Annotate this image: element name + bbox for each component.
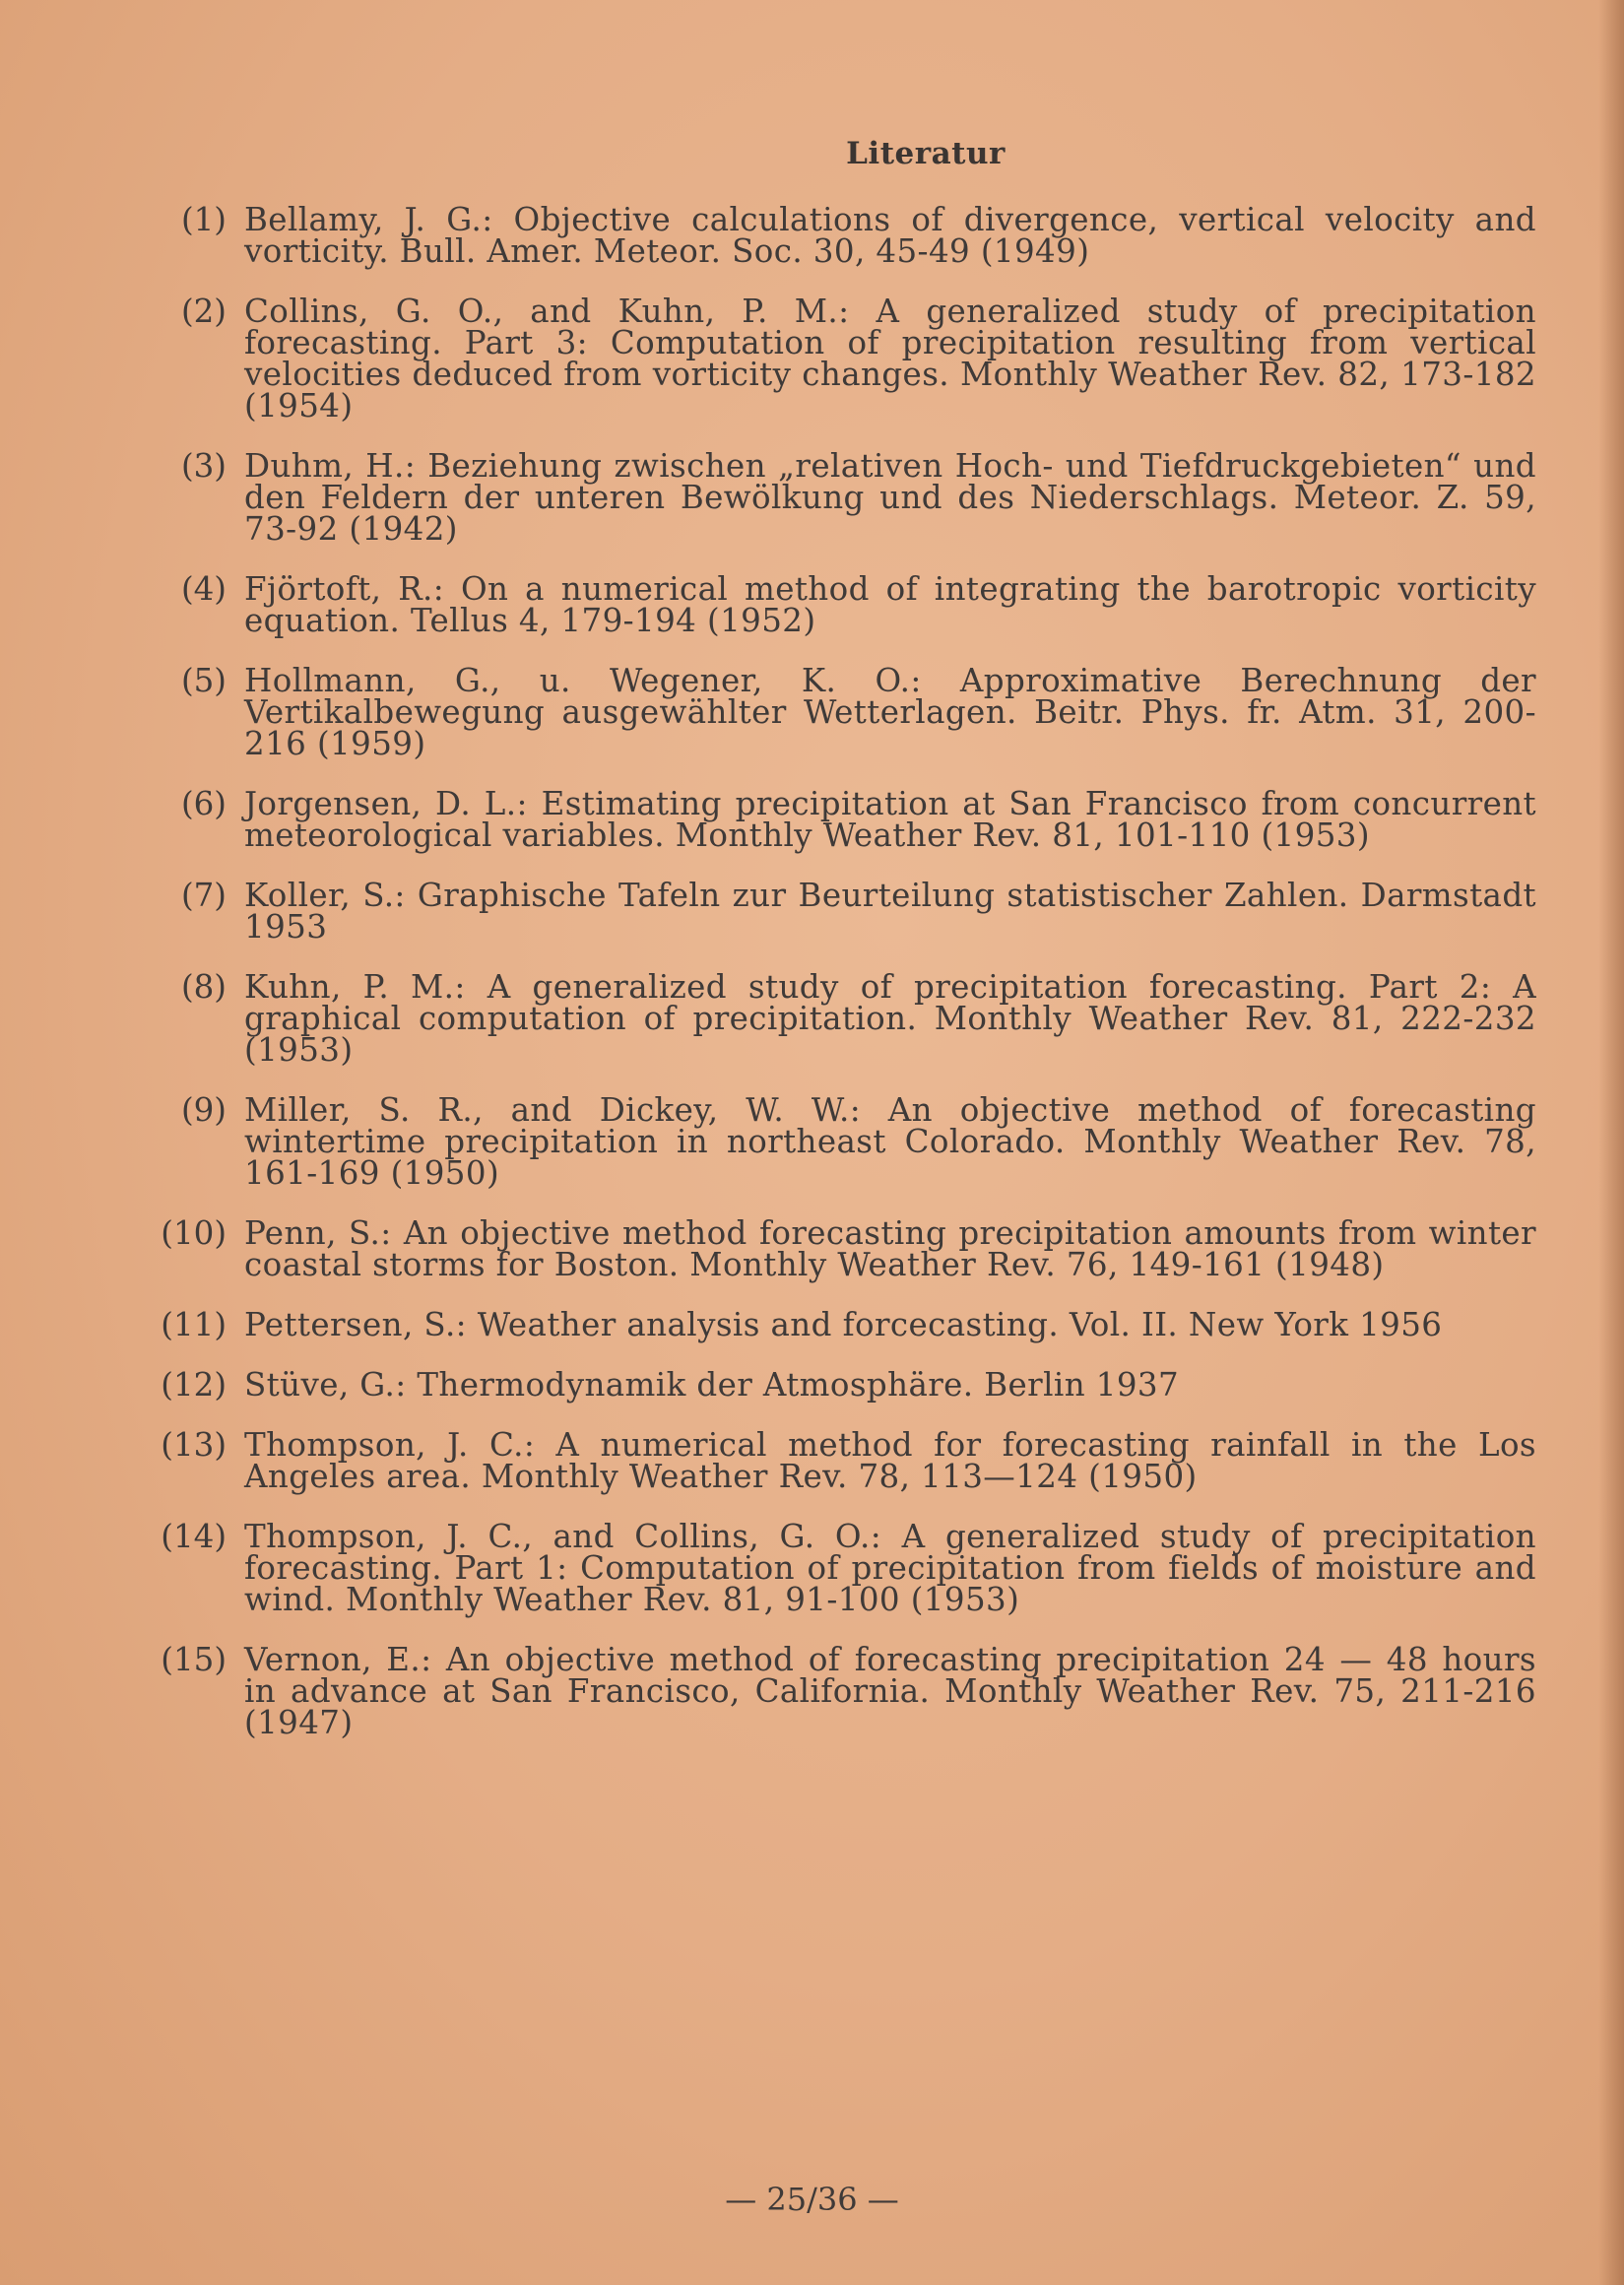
reference-item <box>158 1091 1536 1192</box>
reference-text: Thompson, J. C., and Collins, G. O.: A generalized study of precipitation forecasting. Part 1: Computation of precipitation from fields of moisture and wind. Monthly Weather Rev. 81, 91-100 (1953) <box>244 1518 1536 1618</box>
reference-item <box>158 662 1536 762</box>
reference-number: (4) <box>180 570 227 608</box>
reference-item <box>158 1641 1536 1741</box>
reference-text: Miller, S. R., and Dickey, W. W.: An objective method of forecasting wintertime precipitation in northeast Colorado. Monthly Weather Rev. 78, 161-169 (1950) <box>244 1091 1536 1192</box>
reference-text: Jorgensen, D. L.: Estimating precipitation at San Francisco from concurrent meteorological variables. Monthly Weather Rev. 81, 101-110 (1953) <box>244 785 1536 854</box>
reference-item <box>158 1366 1536 1404</box>
reference-item <box>158 1518 1536 1618</box>
reference-text: Pettersen, S.: Weather analysis and forcecasting. Vol. II. New York 1956 <box>244 1306 1443 1343</box>
reference-number: (7) <box>180 877 227 914</box>
reference-item <box>158 1426 1536 1495</box>
reference-number: (5) <box>180 662 227 699</box>
reference-item <box>158 968 1536 1069</box>
section-title: Literatur <box>846 136 1006 171</box>
reference-text: Bellamy, J. G.: Objective calculations of divergence, vertical velocity and vorticity. Bull. Amer. Meteor. Soc. 30, 45-49 (1949) <box>244 201 1536 270</box>
page-edge-shadow <box>1598 0 1624 2285</box>
reference-item <box>158 295 1536 422</box>
reference-number: (12) <box>161 1366 227 1404</box>
reference-number: (6) <box>180 785 227 822</box>
reference-list <box>158 201 1536 1767</box>
reference-text: Hollmann, G., u. Wegener, K. O.: Approximative Berechnung der Vertikalbewegung ausgewählter Wetterlagen. Beitr. Phys. fr. Atm. 31, 200-216 (1959) <box>244 662 1536 762</box>
reference-number: (11) <box>161 1306 227 1343</box>
reference-item <box>158 201 1536 270</box>
reference-number: (1) <box>180 201 227 238</box>
reference-item <box>158 785 1536 854</box>
page-number: — 25/36 — <box>725 2181 899 2218</box>
reference-number: (15) <box>161 1641 227 1678</box>
reference-text: Stüve, G.: Thermodynamik der Atmosphäre. Berlin 1937 <box>244 1366 1180 1404</box>
reference-text: Vernon, E.: An objective method of forecasting precipitation 24 — 48 hours in advance at San Francisco, California. Monthly Weather Rev. 75, 211-216 (1947) <box>244 1641 1536 1741</box>
reference-text: Kuhn, P. M.: A generalized study of precipitation forecasting. Part 2: A graphical computation of precipitation. Monthly Weather Rev. 81, 222-232 (1953) <box>244 968 1536 1069</box>
reference-text: Collins, G. O., and Kuhn, P. M.: A generalized study of precipitation forecasting. Part 3: Computation of precipitation resulting from vertical velocities deduced from vorticity changes. Monthly Weather Rev. 82, 173-182 (1954) <box>244 293 1536 424</box>
reference-text: Koller, S.: Graphische Tafeln zur Beurteilung statistischer Zahlen. Darmstadt 1953 <box>244 877 1536 946</box>
reference-number: (2) <box>180 293 227 330</box>
reference-number: (3) <box>180 447 227 485</box>
reference-text: Thompson, J. C.: A numerical method for forecasting rainfall in the Los Angeles area. Monthly Weather Rev. 78, 113—124 (1950) <box>244 1426 1536 1495</box>
reference-number: (14) <box>161 1518 227 1555</box>
reference-number: (9) <box>180 1091 227 1129</box>
reference-text: Duhm, H.: Beziehung zwischen „relativen Hoch- und Tiefdruckgebieten“ und den Feldern der unteren Bewölkung und des Niederschlags. Meteor. Z. 59, 73-92 (1942) <box>244 447 1536 548</box>
reference-item <box>158 570 1536 639</box>
reference-number: (10) <box>161 1214 227 1252</box>
reference-text: Fjörtoft, R.: On a numerical method of integrating the barotropic vorticity equation. Tellus 4, 179-194 (1952) <box>244 570 1536 639</box>
reference-number: (8) <box>180 968 227 1006</box>
reference-item <box>158 877 1536 946</box>
reference-number: (13) <box>161 1426 227 1464</box>
reference-item <box>158 1214 1536 1283</box>
reference-text: Penn, S.: An objective method forecasting precipitation amounts from winter coastal storms for Boston. Monthly Weather Rev. 76, 149-161 (1948) <box>244 1214 1536 1283</box>
reference-item <box>158 447 1536 548</box>
reference-item <box>158 1306 1536 1343</box>
